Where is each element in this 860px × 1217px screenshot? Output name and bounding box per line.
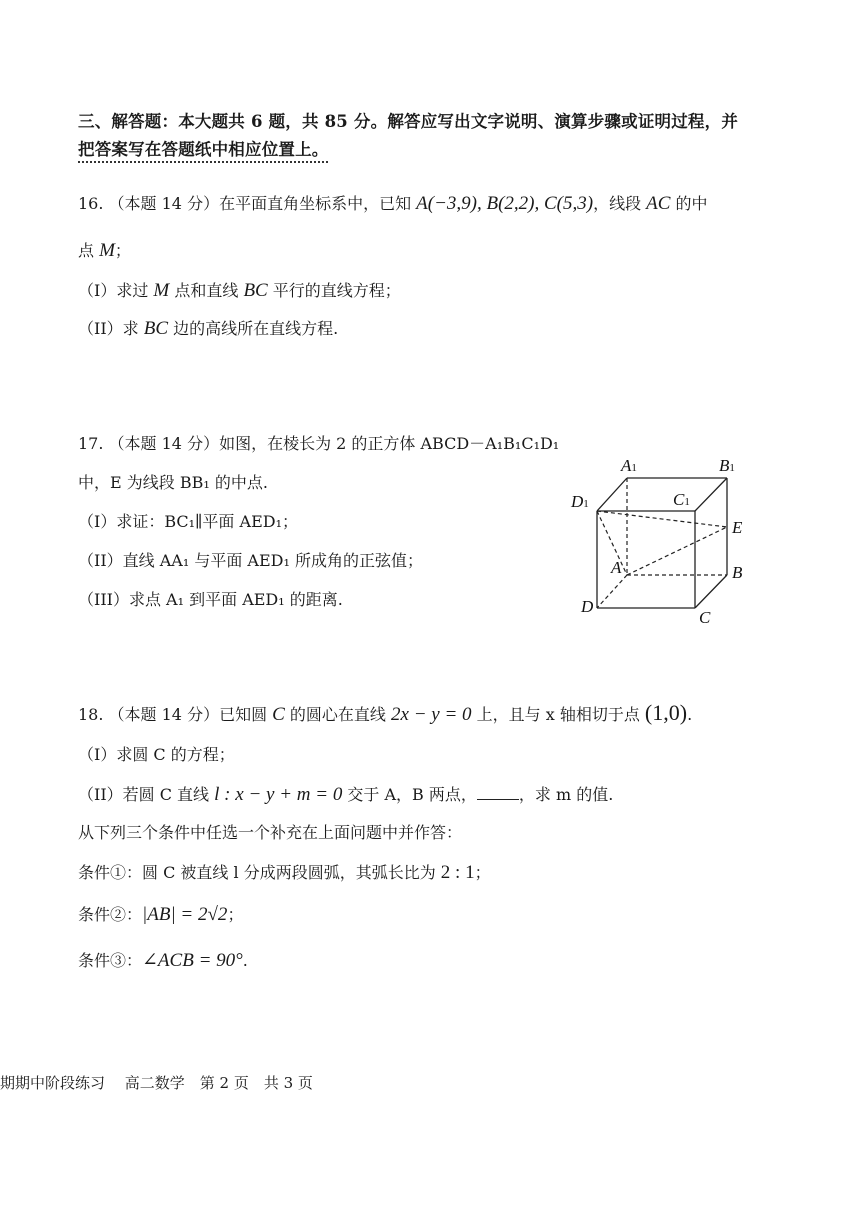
q16-part1-bc: BC (243, 280, 268, 301)
q18-cond2-math: |AB| = 2√2 (142, 904, 228, 925)
label-b: B (732, 563, 743, 582)
q17-part2: （II）直线 AA₁ 与平面 AED₁ 所成角的正弦值； (78, 551, 423, 570)
q16-point-text: 点 (78, 241, 100, 260)
q18-condition-2 (78, 904, 243, 927)
q16-part1-prefix: （I）求过 (78, 281, 154, 300)
q16-part1-mid: 点和直线 (169, 281, 244, 300)
cube-figure (565, 453, 755, 628)
q18-tangent-text: 上，且与 x 轴相切于点 (471, 705, 645, 724)
q18-line1-end: . (687, 705, 693, 724)
q16-line2 (78, 240, 131, 263)
section-header-line2 (78, 140, 329, 160)
hidden-edge-a-d (597, 575, 627, 608)
q18-part2-suffix: ，求 m 的值. (518, 785, 614, 804)
label-a1: A1 (621, 456, 637, 475)
edge-a1-d1 (597, 478, 627, 511)
q18-circle-c: C (272, 704, 285, 725)
q16-part2-bc: BC (143, 318, 169, 339)
edge-c-b (695, 575, 727, 608)
section-header-emphasis: 把答案写在答题纸中相应位置上。 (78, 140, 329, 159)
q18-tangent-point: (1,0) (644, 700, 688, 725)
q18-part2-mid: 交于 A，B 两点， (342, 785, 477, 804)
q18-cond1-end: ； (474, 863, 491, 882)
label-d1: D1 (571, 492, 589, 511)
label-b1: B1 (719, 456, 735, 475)
section-header-line1: 三、解答题：本大题共 6 题，共 85 分。解答应写出文字说明、演算步骤或证明过程，并 (78, 112, 739, 131)
q16-line2-end: ； (114, 241, 131, 260)
q18-cond3-end: . (242, 951, 248, 970)
q18-cond3-label: 条件③： (78, 951, 143, 970)
hidden-line-a-e (627, 527, 727, 575)
q18-condition-3 (78, 950, 248, 973)
label-c1: C1 (673, 490, 690, 509)
q16-segment-text: ，线段 (593, 194, 647, 213)
q16-segment-ac: AC (646, 193, 671, 214)
q18-center-line-equation: 2x − y = 0 (391, 704, 472, 725)
q18-condition-1 (78, 862, 491, 885)
q17-part3: （III）求点 A₁ 到平面 AED₁ 的距离. (78, 590, 343, 609)
q16-part2-suffix: 边的高线所在直线方程. (168, 319, 339, 338)
q16-point-m: M (99, 240, 115, 261)
q17-part1: （I）求证：BC₁∥平面 AED₁； (78, 512, 298, 531)
q16-part1-suffix: 平行的直线方程； (267, 281, 401, 300)
q18-line1 (78, 700, 692, 727)
label-d: D (581, 597, 594, 616)
edge-b1-c1 (695, 478, 727, 511)
page-footer: 期期中阶段练习 高二数学 第 2 页 共 3 页 (0, 1074, 313, 1092)
q16-line1 (78, 193, 708, 216)
q18-cond2-label: 条件②： (78, 905, 143, 924)
q18-part2 (78, 784, 613, 807)
q18-cond3-math: ∠ACB = 90° (142, 950, 243, 971)
label-c: C (699, 608, 711, 627)
q16-line1-end: 的中 (670, 194, 708, 213)
q18-center-text: 的圆心在直线 (284, 705, 392, 724)
q18-choose-instruction: 从下列三个条件中任选一个补充在上面问题中并作答： (78, 823, 463, 842)
q18-part2-prefix: （II）若圆 C 直线 (78, 785, 215, 804)
label-a: A (611, 558, 622, 577)
q18-cond2-end: ； (227, 905, 244, 924)
label-e: E (732, 518, 743, 537)
q18-intro: 18. （本题 14 分）已知圆 (78, 705, 273, 724)
q18-cond1-ratio: 2 : 1 (440, 862, 475, 883)
q16-part2-prefix: （II）求 (78, 319, 144, 338)
q16-part1 (78, 280, 401, 303)
q16-part1-m: M (153, 280, 170, 301)
q17-line2: 中，E 为线段 BB₁ 的中点. (78, 473, 268, 492)
q16-part2 (78, 318, 338, 341)
q17-line1: 17. （本题 14 分）如图，在棱长为 2 的正方体 ABCD－A₁B₁C₁D₁ (78, 434, 560, 453)
q18-line-l-equation: l : x − y + m = 0 (214, 784, 343, 805)
q18-answer-blank (477, 785, 519, 800)
q18-cond1-text: 条件①：圆 C 被直线 l 分成两段圆弧，其弧长比为 (78, 863, 441, 882)
q18-part1: （I）求圆 C 的方程； (78, 745, 235, 764)
q16-points: A(−3,9), B(2,2), C(5,3) (416, 193, 594, 214)
hidden-line-d1-e (597, 511, 727, 527)
q16-intro: 16. （本题 14 分）在平面直角坐标系中，已知 (78, 194, 417, 213)
